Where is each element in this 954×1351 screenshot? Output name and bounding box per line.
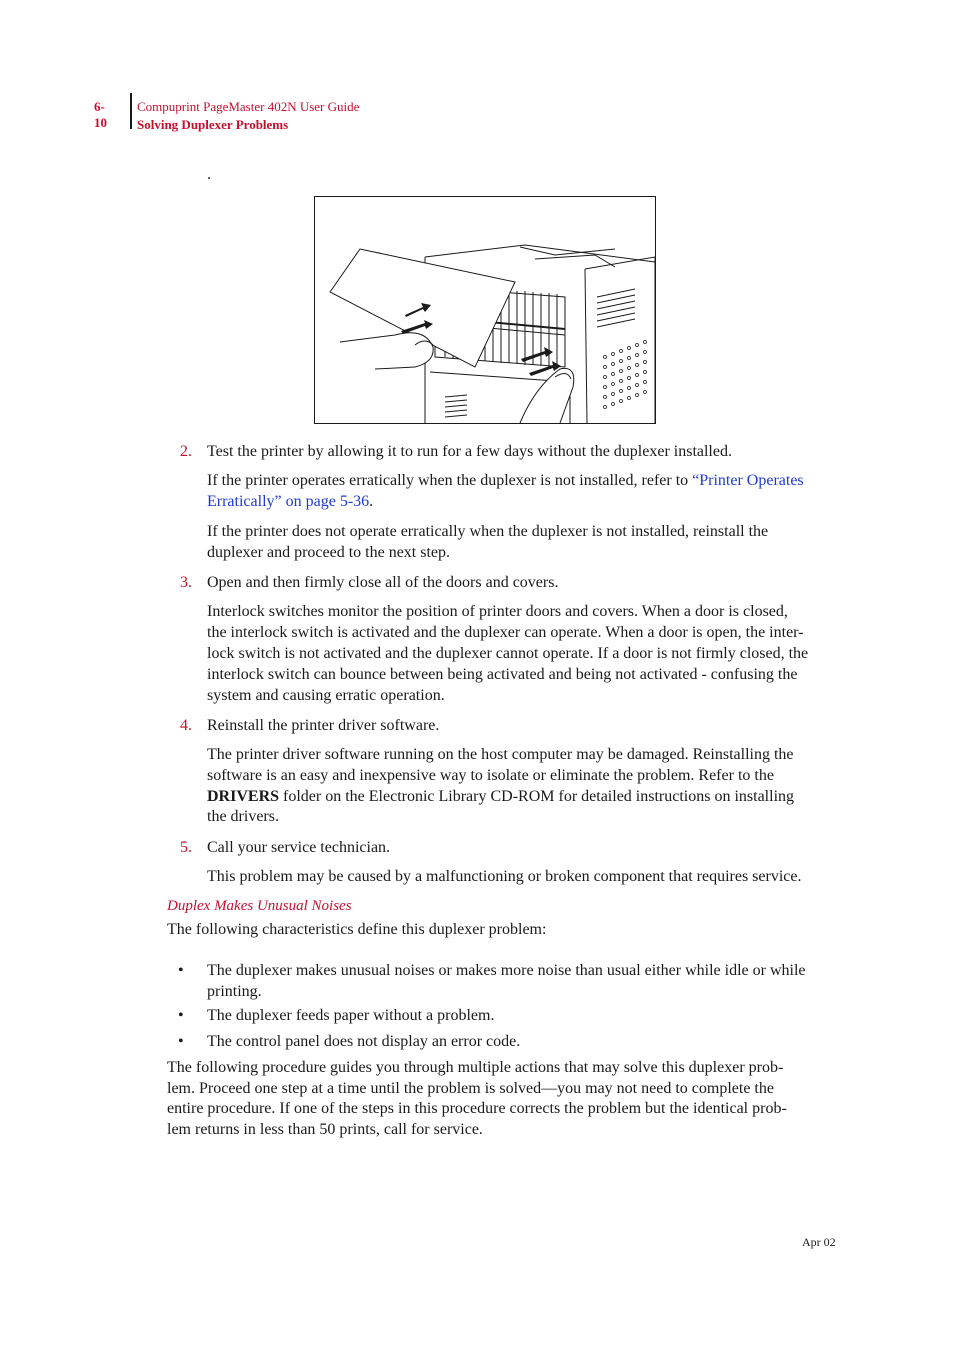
step-paragraph: software is an easy and inexpensive way to isolate or eliminate the problem. Refer to the [207,767,774,784]
step-paragraph: the interlock switch is activated and the duplexer can operate. When a door is open, the inter- [207,624,804,641]
bullet-marker: • [178,962,184,979]
page-number: 6-10 [94,99,107,130]
step-paragraph: the drivers. [207,808,279,825]
bullet-marker: • [178,1007,184,1024]
subsection-heading: Duplex Makes Unusual Noises [167,898,352,914]
step-number: 5. [180,839,192,856]
cross-reference-link[interactable]: Erratically” on page 5-36 [207,493,370,510]
step-paragraph: lock switch is not activated and the duplexer cannot operate. If a door is not firmly closed, the [207,645,809,662]
step-paragraph: This problem may be caused by a malfunctioning or broken component that requires service. [207,868,802,885]
para-text: If the printer operates erratically when the duplexer is not installed, refer to [207,472,693,489]
guide-title: Compuprint PageMaster 402N User Guide [137,99,360,114]
footer-date: Apr 02 [802,1235,836,1249]
procedure-paragraph: lem. Proceed one step at a time until the problem is solved—you may not need to complete the [167,1080,774,1097]
section-title: Solving Duplexer Problems [137,117,289,132]
step-number: 4. [180,717,192,734]
drivers-folder-name: DRIVERS [207,788,280,805]
step-text: Test the printer by allowing it to run for a few days without the duplexer installed. [207,443,732,460]
step-paragraph: If the printer does not operate erratically when the duplexer is not installed, reinstall the [207,523,769,540]
step-paragraph: system and causing erratic operation. [207,687,445,704]
step-number: 3. [180,574,192,591]
step-paragraph: Interlock switches monitor the position of printer doors and covers. When a door is closed, [207,603,788,620]
side-holes [604,341,647,409]
list-item: The duplexer makes unusual noises or makes more noise than usual either while idle or while [207,962,806,979]
step-text: Call your service technician. [207,839,391,856]
subsection-intro: The following characteristics define this duplexer problem: [167,921,547,938]
header-divider [130,93,132,129]
step-paragraph [207,470,804,491]
side-vent-lines [597,289,635,327]
step-number: 2. [180,443,192,460]
para-text: folder on the Electronic Library CD-ROM for detailed instructions on installing [279,788,795,805]
duplexer-removal-illustration [314,196,656,424]
step-paragraph: The printer driver software running on the host computer may be damaged. Reinstalling the [207,746,794,763]
procedure-paragraph: entire procedure. If one of the steps in this procedure corrects the problem but the identical prob- [167,1100,787,1117]
step-paragraph: duplexer and proceed to the next step. [207,544,451,561]
procedure-paragraph: lem returns in less than 50 prints, call for service. [167,1121,483,1138]
step-paragraph [207,786,794,807]
cross-reference-link[interactable]: “Printer Operates [692,472,804,489]
procedure-paragraph: The following procedure guides you through multiple actions that may solve this duplexer prob- [167,1059,784,1076]
list-item: The control panel does not display an error code. [207,1033,521,1050]
step-text: Open and then firmly close all of the doors and covers. [207,574,559,591]
list-item-cont: printing. [207,983,262,1000]
step-paragraph-cont [207,491,373,512]
stray-mark: . [207,166,211,183]
list-item: The duplexer feeds paper without a problem. [207,1007,495,1024]
step-paragraph: interlock switch can bounce between being activated and being not activated - confusing the [207,666,798,683]
para-text: . [369,493,374,510]
bullet-marker: • [178,1033,184,1050]
lower-vent [445,395,467,417]
step-text: Reinstall the printer driver software. [207,717,440,734]
